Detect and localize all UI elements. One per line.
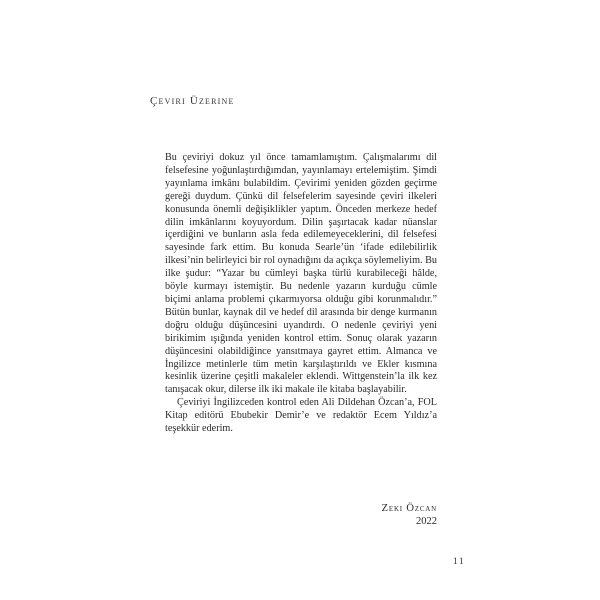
signature (382, 502, 437, 528)
paragraph-2: Çeviriyi İngilizceden kontrol eden Ali Dildehan Özcan’a, FOL Kitap editörü Ebubekir Demir’e ve redaktör Ecem Yıldız’a teşekkür ederim. (165, 397, 437, 435)
page-number: 11 (453, 557, 466, 567)
signature-year: 2022 (416, 516, 437, 527)
paragraph-1: Bu çeviriyi dokuz yıl önce tamamlamıştım. Çalışmalarımı dil felsefesine yoğunlaştırdığımdan, yayınlamayı ertelemiştim. Şimdi yayınlama imkânı bulabildim. Çevirimi yeniden gözden geçirme gereği duydum. Çünkü dil felsefelerim sayesinde çeviri ilkeleri konusunda önemli değişiklikler yaptım. Önceden merkeze hedef dilin imkânlarını koyuyordum. Dilin şaşırtacak kadar nüanslar içerdiğini ve bunların asla feda edilemeyeceklerini, dil felsefesi sayesinde fark ettim. Bu konuda Searle’ün ‘ifade edilebilirlik ilkesi’nin belirleyici bir rol oynadığını da açıkça söylemeliyim. Bu ilke şudur: “Yazar bu cümleyi başka türlü kurabileceği hâlde, böyle kurmayı istemiştir. Bu nedenle yazarın kurduğu cümle biçimi anlama problemi çıkarmıyorsa olduğu gibi korunmalıdır.” Bütün bunlar, kaynak dil ve hedef dil arasında bir denge kurmanın doğru olduğu düşüncesini uyandırdı. O nedenle çeviriyi yeni birikimim ışığında yeniden kontrol ettim. Sonuç olarak yazarın düşüncesini olabildiğince yansıtmaya gayret ettim. Almanca ve İngilizce metinlerle tüm metin karşılaştırıldı ve Ekler kısmına kesinlik üzerine çeşitli makaleler eklendi. Wittgenstein’la ilk kez tanışacak okur, dilerse ilk iki makale ile kitaba başlayabilir. (165, 152, 437, 396)
chapter-title: Çeviri Üzerine (150, 95, 235, 107)
body-text (165, 152, 437, 436)
author-name: Zeki Özcan (381, 503, 437, 514)
